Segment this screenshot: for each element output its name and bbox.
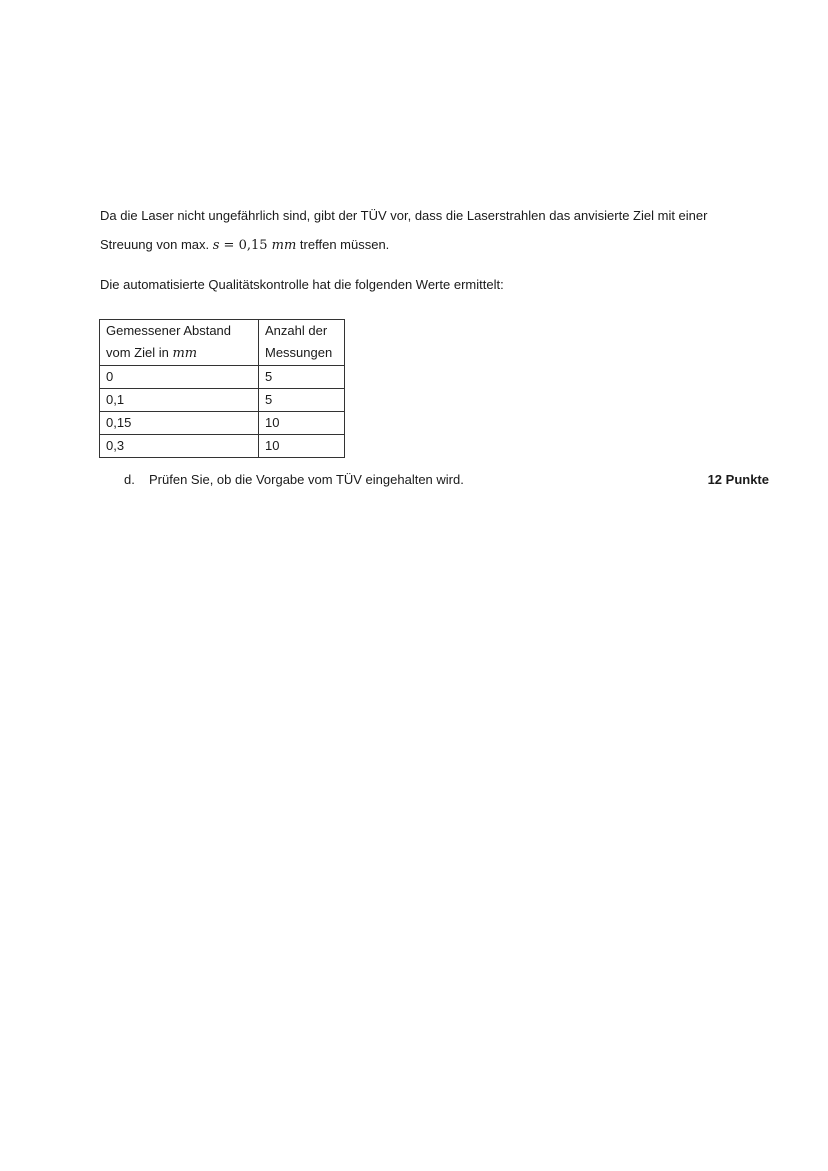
task-d — [124, 471, 464, 489]
table-row — [100, 435, 345, 458]
cell-distance: 0,3 — [100, 435, 259, 458]
header-distance-line-2 — [106, 342, 252, 365]
cell-count: 5 — [259, 366, 345, 389]
cell-count: 10 — [259, 412, 345, 435]
formula-value: = 0,15 — [219, 238, 272, 253]
intro-line-2-prefix: Streuung von max. — [100, 237, 213, 252]
header-distance-unit: mm — [172, 346, 198, 361]
formula-spread — [213, 238, 297, 253]
header-distance-prefix: vom Ziel in — [106, 345, 173, 360]
cell-distance: 0,15 — [100, 412, 259, 435]
formula-variable: s — [212, 238, 220, 253]
cell-count: 5 — [259, 389, 345, 412]
table-row — [100, 412, 345, 435]
intro-line-2-suffix: treffen müssen. — [296, 237, 390, 252]
task-letter: d. — [124, 472, 135, 487]
measurement-table — [99, 319, 345, 458]
task-text: Prüfen Sie, ob die Vorgabe vom TÜV eingehalten wird. — [149, 472, 464, 487]
intro-line-1: Da die Laser nicht ungefährlich sind, gibt der TÜV vor, dass die Laserstrahlen das anvisierte Ziel mit einer — [100, 208, 708, 223]
header-count-line-2: Messungen — [265, 345, 333, 360]
table-row — [100, 366, 345, 389]
cell-count: 10 — [259, 435, 345, 458]
header-distance — [100, 320, 259, 366]
header-distance-line-1: Gemessener Abstand — [106, 323, 232, 338]
intro-line-3: Die automatisierte Qualitätskontrolle hat die folgenden Werte ermittelt: — [100, 277, 504, 292]
intro-line-2 — [100, 236, 389, 255]
cell-distance: 0 — [100, 366, 259, 389]
task-points: 12 Punkte — [707, 472, 769, 487]
header-count-line-1: Anzahl der — [265, 323, 328, 338]
table-header-row — [100, 320, 345, 366]
header-count — [259, 320, 345, 366]
cell-distance: 0,1 — [100, 389, 259, 412]
table-row — [100, 389, 345, 412]
formula-unit: mm — [271, 238, 297, 253]
